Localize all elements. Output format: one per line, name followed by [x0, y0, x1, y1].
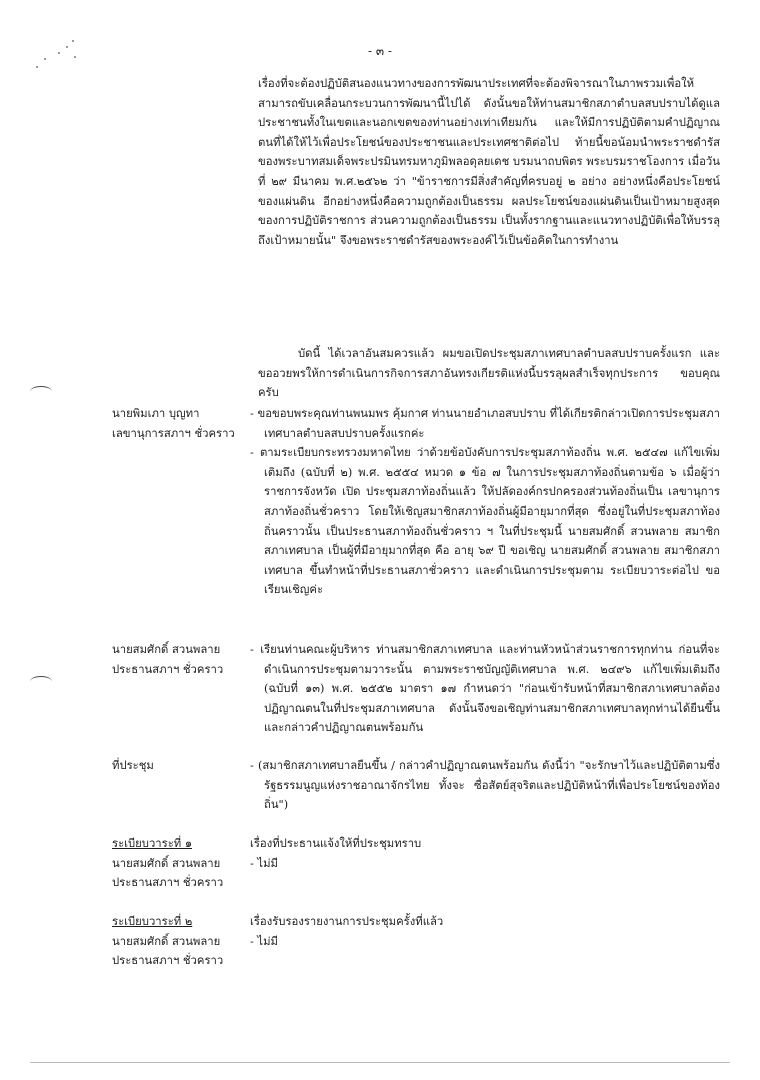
- speaker-name: นายสมศักดิ์ สวนพลาย: [112, 856, 221, 870]
- opening-closing-paragraph: บัดนี้ ได้เวลาอันสมควรแล้ว ผมขอเปิดประชุมสภาเทศบาลตำบลสบปราบครั้งแรก และขออวยพรให้การดำเนินการกิจการสภาอันทรงเกียรติแห่งนี้บรรลุผลสำเร็จทุกประการ ขอบคุณครับ: [258, 347, 720, 400]
- speaker-role: ประธานสภาฯ ชั่วคราว: [112, 876, 224, 890]
- entry-item: - ตามระเบียบกระทรวงมหาดไทย ว่าด้วยข้อบังคับการประชุมสภาท้องถิ่น พ.ศ. ๒๕๔๗ แก้ไขเพิ่มเติมถึง (ฉบับที่ ๒) พ.ศ. ๒๕๕๔ หมวด ๑ ข้อ ๗ ในการประชุมสภาท้องถิ่นตามข้อ ๖ เมื่อผู้ว่าราชการจังหวัด เปิด ประชุมสภาท้องถิ่นแล้ว ให้ปลัดองค์กรปกครองส่วนท้องถิ่นเป็น เลขานุการสภาท้องถิ่นชั่วคราว โดยให้เชิญสมาชิกสภาท้องถิ่นผู้มีอายุมากที่สุด ซึ่งอยู่ในที่ประชุมสภาท้องถิ่นคราวนั้น เป็นประธานสภาท้องถิ่นชั่วคราว ฯ ในที่ประชุมนี้ นายสมศักดิ์ สวนพลาย สมาชิกสภาเทศบาล เป็นผู้ที่มีอายุมากที่สุด คือ อายุ ๖๙ ปี ขอเชิญ นายสมศักดิ์ สวนพลาย สมาชิกสภาเทศบาล ขึ้นทำหน้าที่ประธานสภาชั่วคราว และดำเนินการประชุมตาม ระเบียบวาระต่อไป ขอเรียนเชิญค่ะ: [250, 446, 720, 597]
- entry-content: [250, 404, 720, 600]
- speaker: [112, 640, 252, 679]
- speaker: [112, 912, 252, 971]
- entry-item: - เรียนท่านคณะผู้บริหาร ท่านสมาชิกสภาเทศบาล และท่านหัวหน้าส่วนราชการทุกท่าน ก่อนที่จะดำเนินการประชุมตามวาระนั้น ตามพระราชบัญญัติเทศบาล พ.ศ. ๒๔๙๖ แก้ไขเพิ่มเติมถึง (ฉบับที่ ๑๓) พ.ศ. ๒๕๕๒ มาตรา ๑๗ กำหนดว่า "ก่อนเข้ารับหน้าที่สมาชิกสภาเทศบาลต้องปฏิญาณตนในที่ประชุมสภาเทศบาล ดังนั้นจึงขอเชิญท่านสมาชิกสภาเทศบาลทุกท่านได้ยืนขึ้น และกล่าวคำปฏิญาณตนพร้อมกัน: [250, 643, 720, 735]
- agenda-heading: ระเบียบวาระที่ ๒: [112, 915, 193, 928]
- agenda-heading: ระเบียบวาระที่ ๑: [112, 837, 192, 850]
- entry-content: [250, 756, 720, 815]
- speaker: [112, 404, 252, 443]
- binder-hole-mark: [30, 386, 52, 397]
- speaker-name: นายพิมเภา บุญทา: [112, 407, 200, 420]
- speaker-role: ประธานสภาฯ ชั่วคราว: [112, 954, 224, 968]
- speaker-name: นายสมศักดิ์ สวนพลาย: [112, 643, 221, 656]
- scan-speck: [36, 66, 38, 68]
- agenda-title: เรื่องรับรองรายงานการประชุมครั้งที่แล้ว: [250, 915, 444, 928]
- opening-paragraph: เรื่องที่จะต้องปฏิบัติสนองแนวทางของการพัฒนาประเทศที่จะต้องพิจารณาในภาพรวมเพื่อให้สามารถขับเคลื่อนกระบวนการพัฒนานี้ไปได้ ดังนั้นขอให้ท่านสมาชิกสภาตำบลสบปราบได้ดูแลประชาชนทั้งในเขตและนอกเขตของท่านอย่างเท่าเทียมกัน และให้มีการปฏิบัติตามคำปฏิญาณตนที่ได้ให้ไว้เพื่อประโยชน์ของประชาชนและประเทศชาติต่อไป ท้ายนี้ขอน้อมนำพระราชดำรัสของพระบาทสมเด็จพระปรมินทรมหาภูมิพลอดุลยเดช บรมนาถบพิตร พระบรมราชโองการ เมื่อวันที่ ๒๙ มีนาคม พ.ศ.๒๕๖๒ ว่า "ข้าราชการมีสิ่งสำคัญที่ครบอยู่ ๒ อย่าง อย่างหนึ่งคือประโยชน์ของแผ่นดิน อีกอย่างหนึ่งคือความถูกต้องเป็นธรรม ผลประโยชน์ของแผ่นดินเป็นเป้าหมายสูงสุดของการปฏิบัติราชการ ส่วนความถูกต้องเป็นธรรม เป็นทั้งรากฐานและแนวทางปฏิบัติเพื่อให้บรรลุถึงเป้าหมายนั้น" จึงขอพระราชดำรัสของพระองค์ไว้เป็นข้อคิดในการทำงาน: [258, 77, 720, 247]
- scan-edge-line: [30, 1062, 730, 1063]
- speaker: [112, 756, 252, 776]
- speaker: [112, 834, 252, 893]
- speaker-role: ประธานสภาฯ ชั่วคราว: [112, 662, 224, 676]
- binder-hole-mark: [30, 676, 52, 687]
- entry-content: [250, 640, 720, 738]
- entry-item: - (สมาชิกสภาเทศบาลยืนขึ้น / กล่าวคำปฏิญาณตนพร้อมกัน ดังนี้ว่า "จะรักษาไว้และปฏิบัติตามซึ่งรัฐธรรมนูญแห่งราชอาณาจักรไทย ทั้งจะ ซื่อสัตย์สุจริตและปฏิบัติหน้าที่เพื่อประโยชน์ของท้องถิ่น"): [250, 759, 720, 812]
- entry-item: - ขอขอบพระคุณท่านพนมพร คุ้มกาศ ท่านนายอำเภอสบปราบ ที่ได้เกียรติกล่าวเปิดการประชุมสภาเทศบาลตำบลสบปราบครั้งแรกค่ะ: [250, 407, 720, 440]
- speaker-role: เลขานุการสภาฯ ชั่วคราว: [112, 426, 235, 440]
- agenda-content: [250, 912, 720, 951]
- agenda-note: - ไม่มี: [250, 856, 278, 870]
- agenda-title: เรื่องที่ประธานแจ้งให้ที่ประชุมทราบ: [250, 837, 422, 850]
- agenda-note: - ไม่มี: [250, 934, 278, 948]
- speaker-name: ที่ประชุม: [112, 759, 154, 772]
- agenda-content: [250, 834, 720, 873]
- page-number: - ๓ -: [368, 44, 392, 58]
- speaker-name: นายสมศักดิ์ สวนพลาย: [112, 934, 221, 948]
